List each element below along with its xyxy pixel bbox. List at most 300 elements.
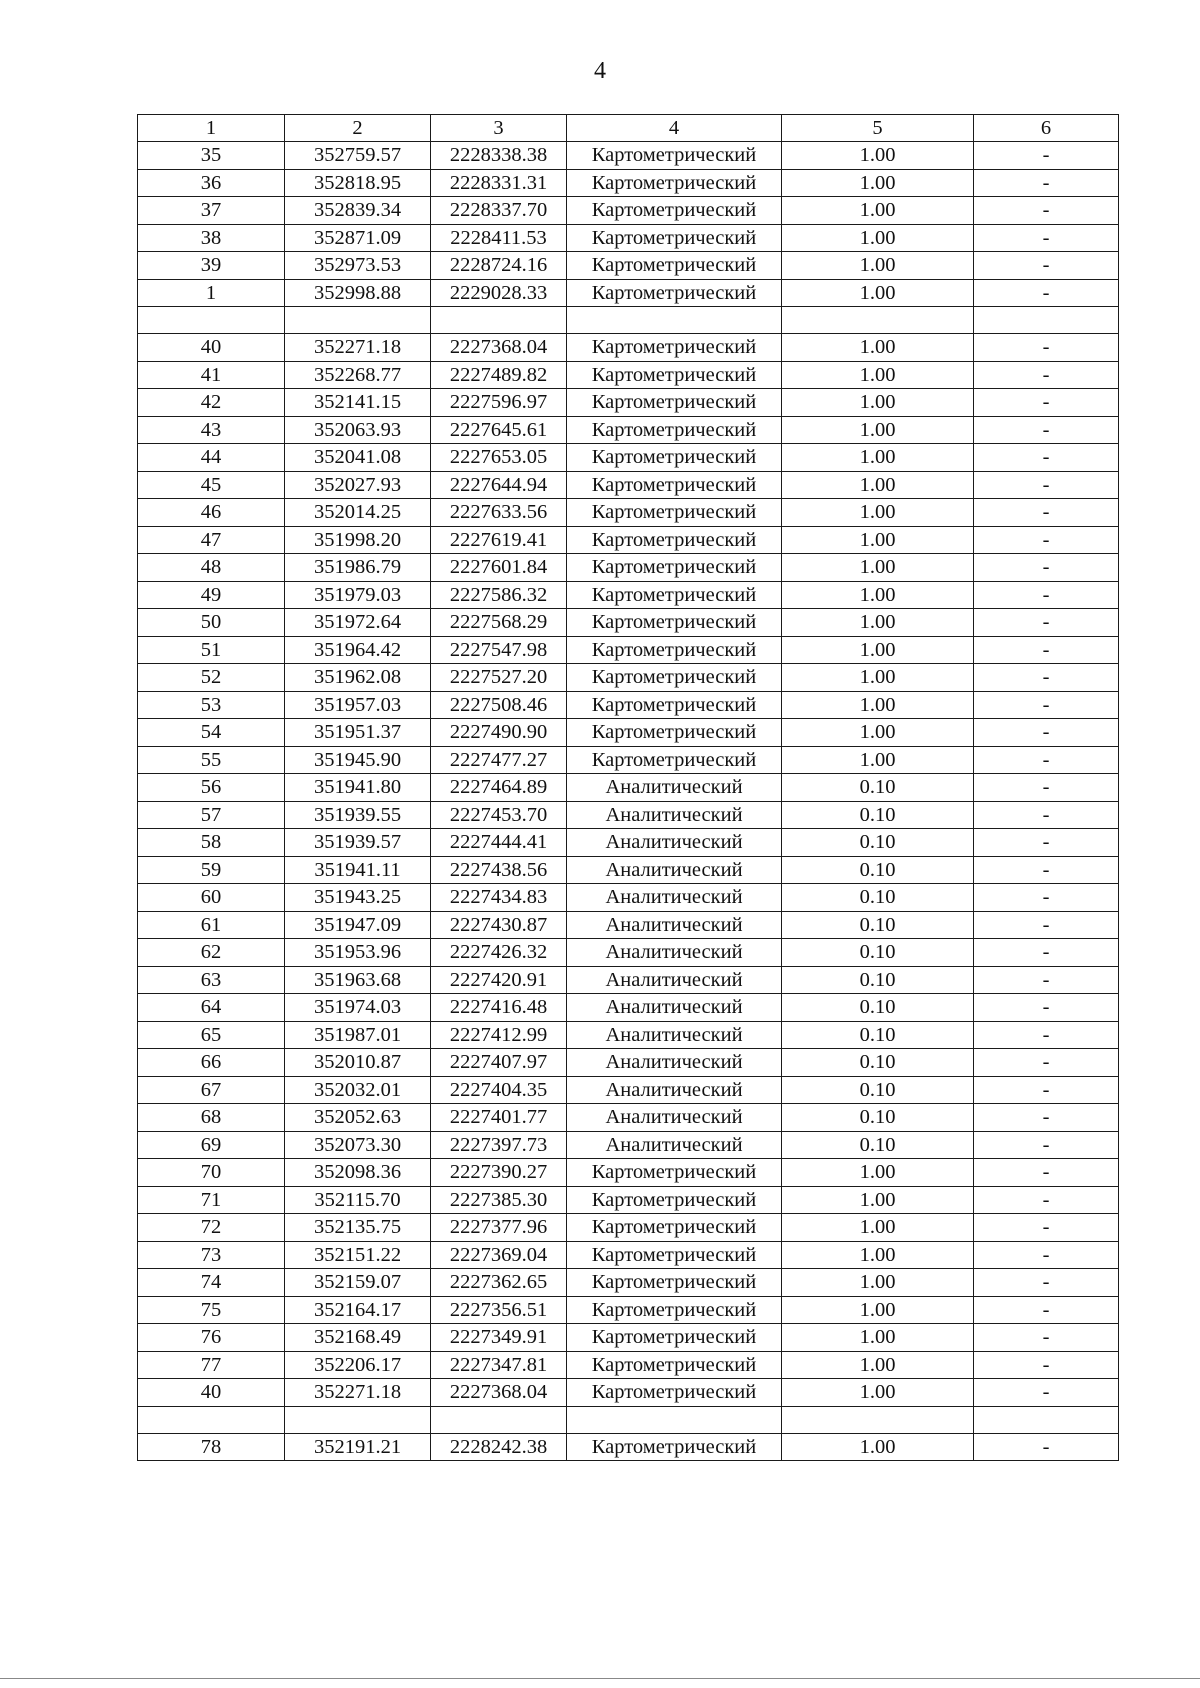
table-row xyxy=(138,1104,1119,1132)
description-cell: - xyxy=(974,829,1119,857)
accuracy-cell: 0.10 xyxy=(782,994,974,1022)
description-cell: - xyxy=(974,1324,1119,1352)
y-coordinate-cell: 2227356.51 xyxy=(431,1296,567,1324)
method-cell: Картометрический xyxy=(567,444,782,472)
method-cell: Картометрический xyxy=(567,1159,782,1187)
y-coordinate-cell: 2227508.46 xyxy=(431,691,567,719)
accuracy-cell: 1.00 xyxy=(782,746,974,774)
table-header-row xyxy=(138,115,1119,142)
x-coordinate-cell: 352141.15 xyxy=(285,389,431,417)
y-coordinate-cell: 2227362.65 xyxy=(431,1269,567,1297)
method-cell: Картометрический xyxy=(567,361,782,389)
method-cell: Картометрический xyxy=(567,1296,782,1324)
table-row xyxy=(138,774,1119,802)
point-number-cell: 69 xyxy=(138,1131,285,1159)
table-row xyxy=(138,361,1119,389)
accuracy-cell: 1.00 xyxy=(782,389,974,417)
y-coordinate-cell: 2227619.41 xyxy=(431,526,567,554)
table-row xyxy=(138,966,1119,994)
y-coordinate-cell: 2227586.32 xyxy=(431,581,567,609)
y-coordinate-cell: 2227390.27 xyxy=(431,1159,567,1187)
point-number-cell: 52 xyxy=(138,664,285,692)
table-row xyxy=(138,1296,1119,1324)
description-cell: - xyxy=(974,1104,1119,1132)
x-coordinate-cell: 351986.79 xyxy=(285,554,431,582)
method-cell: Аналитический xyxy=(567,774,782,802)
point-number-cell: 66 xyxy=(138,1049,285,1077)
description-cell: - xyxy=(974,939,1119,967)
description-cell: - xyxy=(974,911,1119,939)
x-coordinate-cell: 351939.57 xyxy=(285,829,431,857)
accuracy-cell: 1.00 xyxy=(782,554,974,582)
accuracy-cell: 0.10 xyxy=(782,884,974,912)
accuracy-cell: 1.00 xyxy=(782,1269,974,1297)
y-coordinate-cell: 2227349.91 xyxy=(431,1324,567,1352)
x-coordinate-cell: 352032.01 xyxy=(285,1076,431,1104)
description-cell: - xyxy=(974,801,1119,829)
method-cell: Картометрический xyxy=(567,169,782,197)
column-header: 4 xyxy=(567,115,782,142)
accuracy-cell: 1.00 xyxy=(782,197,974,225)
y-coordinate-cell: 2228724.16 xyxy=(431,252,567,280)
y-coordinate-cell: 2227397.73 xyxy=(431,1131,567,1159)
method-cell: Картометрический xyxy=(567,1433,782,1461)
description-cell: - xyxy=(974,746,1119,774)
accuracy-cell: 1.00 xyxy=(782,1186,974,1214)
x-coordinate-cell: 351953.96 xyxy=(285,939,431,967)
method-cell: Картометрический xyxy=(567,746,782,774)
point-number-cell: 54 xyxy=(138,719,285,747)
accuracy-cell: 1.00 xyxy=(782,719,974,747)
table-row xyxy=(138,1433,1119,1461)
table-row xyxy=(138,1351,1119,1379)
method-cell: Картометрический xyxy=(567,334,782,362)
point-number-cell: 53 xyxy=(138,691,285,719)
point-number-cell: 74 xyxy=(138,1269,285,1297)
y-coordinate-cell: 2227385.30 xyxy=(431,1186,567,1214)
description-cell: - xyxy=(974,581,1119,609)
x-coordinate-cell: 352818.95 xyxy=(285,169,431,197)
point-number-cell: 60 xyxy=(138,884,285,912)
table-row xyxy=(138,444,1119,472)
method-cell: Картометрический xyxy=(567,719,782,747)
y-coordinate-cell: 2227420.91 xyxy=(431,966,567,994)
table-row xyxy=(138,1324,1119,1352)
point-number-cell: 59 xyxy=(138,856,285,884)
point-number-cell: 49 xyxy=(138,581,285,609)
table-row xyxy=(138,939,1119,967)
column-header: 1 xyxy=(138,115,285,142)
x-coordinate-cell: 351987.01 xyxy=(285,1021,431,1049)
method-cell: Аналитический xyxy=(567,1131,782,1159)
y-coordinate-cell: 2227401.77 xyxy=(431,1104,567,1132)
x-coordinate-cell: 352871.09 xyxy=(285,224,431,252)
x-coordinate-cell: 351998.20 xyxy=(285,526,431,554)
x-coordinate-cell: 352998.88 xyxy=(285,279,431,307)
x-coordinate-cell xyxy=(285,307,431,334)
y-coordinate-cell: 2227644.94 xyxy=(431,471,567,499)
method-cell: Картометрический xyxy=(567,554,782,582)
table-row xyxy=(138,142,1119,170)
table-row xyxy=(138,581,1119,609)
method-cell: Картометрический xyxy=(567,142,782,170)
x-coordinate-cell: 352135.75 xyxy=(285,1214,431,1242)
table-row xyxy=(138,279,1119,307)
x-coordinate-cell: 351939.55 xyxy=(285,801,431,829)
y-coordinate-cell: 2227453.70 xyxy=(431,801,567,829)
description-cell: - xyxy=(974,636,1119,664)
accuracy-cell: 1.00 xyxy=(782,526,974,554)
description-cell: - xyxy=(974,361,1119,389)
description-cell: - xyxy=(974,1021,1119,1049)
method-cell: Аналитический xyxy=(567,1076,782,1104)
table-row xyxy=(138,554,1119,582)
table-row xyxy=(138,1021,1119,1049)
point-number-cell: 46 xyxy=(138,499,285,527)
accuracy-cell: 1.00 xyxy=(782,334,974,362)
x-coordinate-cell: 351943.25 xyxy=(285,884,431,912)
point-number-cell: 55 xyxy=(138,746,285,774)
point-number-cell: 37 xyxy=(138,197,285,225)
table-row xyxy=(138,1241,1119,1269)
description-cell: - xyxy=(974,1049,1119,1077)
method-cell: Картометрический xyxy=(567,1214,782,1242)
description-cell: - xyxy=(974,224,1119,252)
y-coordinate-cell: 2227438.56 xyxy=(431,856,567,884)
method-cell: Картометрический xyxy=(567,1324,782,1352)
x-coordinate-cell: 352206.17 xyxy=(285,1351,431,1379)
y-coordinate-cell: 2227369.04 xyxy=(431,1241,567,1269)
x-coordinate-cell: 352010.87 xyxy=(285,1049,431,1077)
description-cell: - xyxy=(974,994,1119,1022)
y-coordinate-cell: 2228331.31 xyxy=(431,169,567,197)
x-coordinate-cell: 352268.77 xyxy=(285,361,431,389)
x-coordinate-cell: 352271.18 xyxy=(285,334,431,362)
accuracy-cell: 1.00 xyxy=(782,169,974,197)
description-cell xyxy=(974,1406,1119,1433)
table-blank-row xyxy=(138,307,1119,334)
accuracy-cell: 1.00 xyxy=(782,471,974,499)
y-coordinate-cell: 2227547.98 xyxy=(431,636,567,664)
coordinates-table xyxy=(137,114,1119,1461)
point-number-cell: 77 xyxy=(138,1351,285,1379)
point-number-cell: 57 xyxy=(138,801,285,829)
point-number-cell: 58 xyxy=(138,829,285,857)
description-cell: - xyxy=(974,416,1119,444)
y-coordinate-cell: 2227430.87 xyxy=(431,911,567,939)
x-coordinate-cell: 352191.21 xyxy=(285,1433,431,1461)
accuracy-cell: 1.00 xyxy=(782,416,974,444)
y-coordinate-cell: 2227633.56 xyxy=(431,499,567,527)
table-row xyxy=(138,1379,1119,1407)
point-number-cell: 40 xyxy=(138,1379,285,1407)
method-cell: Аналитический xyxy=(567,884,782,912)
table-row xyxy=(138,334,1119,362)
table-body xyxy=(138,115,1119,1461)
description-cell: - xyxy=(974,389,1119,417)
x-coordinate-cell: 352151.22 xyxy=(285,1241,431,1269)
x-coordinate-cell xyxy=(285,1406,431,1433)
point-number-cell: 40 xyxy=(138,334,285,362)
accuracy-cell: 1.00 xyxy=(782,444,974,472)
y-coordinate-cell: 2227601.84 xyxy=(431,554,567,582)
table-row xyxy=(138,1076,1119,1104)
y-coordinate-cell: 2227489.82 xyxy=(431,361,567,389)
point-number-cell: 35 xyxy=(138,142,285,170)
y-coordinate-cell xyxy=(431,1406,567,1433)
description-cell: - xyxy=(974,1159,1119,1187)
accuracy-cell: 1.00 xyxy=(782,499,974,527)
point-number-cell: 61 xyxy=(138,911,285,939)
x-coordinate-cell: 351951.37 xyxy=(285,719,431,747)
y-coordinate-cell: 2228337.70 xyxy=(431,197,567,225)
point-number-cell: 42 xyxy=(138,389,285,417)
table-row xyxy=(138,719,1119,747)
point-number-cell: 67 xyxy=(138,1076,285,1104)
table-row xyxy=(138,691,1119,719)
accuracy-cell: 1.00 xyxy=(782,1214,974,1242)
point-number-cell: 64 xyxy=(138,994,285,1022)
x-coordinate-cell: 352168.49 xyxy=(285,1324,431,1352)
x-coordinate-cell: 352271.18 xyxy=(285,1379,431,1407)
table-row xyxy=(138,499,1119,527)
table-row xyxy=(138,416,1119,444)
point-number-cell xyxy=(138,1406,285,1433)
accuracy-cell: 1.00 xyxy=(782,1324,974,1352)
page-bottom-edge xyxy=(0,1678,1200,1679)
point-number-cell: 71 xyxy=(138,1186,285,1214)
point-number-cell: 76 xyxy=(138,1324,285,1352)
table-row xyxy=(138,994,1119,1022)
method-cell: Картометрический xyxy=(567,1379,782,1407)
y-coordinate-cell: 2228338.38 xyxy=(431,142,567,170)
x-coordinate-cell: 351947.09 xyxy=(285,911,431,939)
y-coordinate-cell: 2228242.38 xyxy=(431,1433,567,1461)
y-coordinate-cell: 2227416.48 xyxy=(431,994,567,1022)
x-coordinate-cell: 352052.63 xyxy=(285,1104,431,1132)
accuracy-cell: 0.10 xyxy=(782,774,974,802)
table-row xyxy=(138,1186,1119,1214)
method-cell xyxy=(567,1406,782,1433)
description-cell: - xyxy=(974,1186,1119,1214)
description-cell: - xyxy=(974,444,1119,472)
accuracy-cell: 1.00 xyxy=(782,691,974,719)
y-coordinate-cell: 2227464.89 xyxy=(431,774,567,802)
method-cell: Аналитический xyxy=(567,994,782,1022)
point-number-cell: 44 xyxy=(138,444,285,472)
table-row xyxy=(138,746,1119,774)
x-coordinate-cell: 351962.08 xyxy=(285,664,431,692)
y-coordinate-cell: 2227412.99 xyxy=(431,1021,567,1049)
description-cell: - xyxy=(974,1296,1119,1324)
point-number-cell: 43 xyxy=(138,416,285,444)
point-number-cell: 48 xyxy=(138,554,285,582)
accuracy-cell: 1.00 xyxy=(782,1351,974,1379)
x-coordinate-cell: 352159.07 xyxy=(285,1269,431,1297)
point-number-cell: 1 xyxy=(138,279,285,307)
y-coordinate-cell: 2227368.04 xyxy=(431,1379,567,1407)
description-cell: - xyxy=(974,279,1119,307)
column-header: 3 xyxy=(431,115,567,142)
column-header: 6 xyxy=(974,115,1119,142)
method-cell: Аналитический xyxy=(567,911,782,939)
method-cell: Картометрический xyxy=(567,1351,782,1379)
x-coordinate-cell: 351945.90 xyxy=(285,746,431,774)
method-cell: Аналитический xyxy=(567,856,782,884)
description-cell: - xyxy=(974,884,1119,912)
y-coordinate-cell: 2227490.90 xyxy=(431,719,567,747)
method-cell: Аналитический xyxy=(567,1021,782,1049)
method-cell: Картометрический xyxy=(567,197,782,225)
table-row xyxy=(138,169,1119,197)
description-cell: - xyxy=(974,719,1119,747)
point-number-cell: 39 xyxy=(138,252,285,280)
point-number-cell: 63 xyxy=(138,966,285,994)
method-cell: Картометрический xyxy=(567,691,782,719)
description-cell: - xyxy=(974,252,1119,280)
method-cell: Аналитический xyxy=(567,966,782,994)
accuracy-cell: 0.10 xyxy=(782,966,974,994)
table-row xyxy=(138,1131,1119,1159)
y-coordinate-cell: 2227645.61 xyxy=(431,416,567,444)
accuracy-cell: 1.00 xyxy=(782,1296,974,1324)
accuracy-cell: 0.10 xyxy=(782,1049,974,1077)
point-number-cell: 36 xyxy=(138,169,285,197)
point-number-cell: 47 xyxy=(138,526,285,554)
x-coordinate-cell: 352027.93 xyxy=(285,471,431,499)
point-number-cell: 73 xyxy=(138,1241,285,1269)
method-cell: Картометрический xyxy=(567,279,782,307)
description-cell: - xyxy=(974,1241,1119,1269)
y-coordinate-cell: 2227407.97 xyxy=(431,1049,567,1077)
method-cell: Аналитический xyxy=(567,801,782,829)
accuracy-cell: 1.00 xyxy=(782,1379,974,1407)
table-row xyxy=(138,856,1119,884)
description-cell: - xyxy=(974,1433,1119,1461)
table-row xyxy=(138,1159,1119,1187)
accuracy-cell: 1.00 xyxy=(782,609,974,637)
method-cell: Картометрический xyxy=(567,581,782,609)
accuracy-cell: 0.10 xyxy=(782,829,974,857)
column-header: 5 xyxy=(782,115,974,142)
y-coordinate-cell: 2227426.32 xyxy=(431,939,567,967)
x-coordinate-cell: 351941.11 xyxy=(285,856,431,884)
x-coordinate-cell: 352063.93 xyxy=(285,416,431,444)
method-cell: Картометрический xyxy=(567,526,782,554)
table-row xyxy=(138,664,1119,692)
description-cell: - xyxy=(974,334,1119,362)
table-row xyxy=(138,636,1119,664)
table-row xyxy=(138,1214,1119,1242)
description-cell xyxy=(974,307,1119,334)
point-number-cell: 65 xyxy=(138,1021,285,1049)
x-coordinate-cell: 352073.30 xyxy=(285,1131,431,1159)
table-row xyxy=(138,252,1119,280)
y-coordinate-cell: 2227368.04 xyxy=(431,334,567,362)
point-number-cell: 41 xyxy=(138,361,285,389)
table-row xyxy=(138,884,1119,912)
method-cell: Картометрический xyxy=(567,471,782,499)
y-coordinate-cell: 2227568.29 xyxy=(431,609,567,637)
y-coordinate-cell: 2227377.96 xyxy=(431,1214,567,1242)
x-coordinate-cell: 351974.03 xyxy=(285,994,431,1022)
point-number-cell: 38 xyxy=(138,224,285,252)
y-coordinate-cell: 2227434.83 xyxy=(431,884,567,912)
x-coordinate-cell: 351964.42 xyxy=(285,636,431,664)
description-cell: - xyxy=(974,609,1119,637)
point-number-cell xyxy=(138,307,285,334)
method-cell: Картометрический xyxy=(567,389,782,417)
description-cell: - xyxy=(974,1269,1119,1297)
table-row xyxy=(138,471,1119,499)
table-row xyxy=(138,526,1119,554)
accuracy-cell: 0.10 xyxy=(782,911,974,939)
table-row xyxy=(138,224,1119,252)
description-cell: - xyxy=(974,774,1119,802)
x-coordinate-cell: 351972.64 xyxy=(285,609,431,637)
y-coordinate-cell: 2227347.81 xyxy=(431,1351,567,1379)
table-row xyxy=(138,609,1119,637)
method-cell: Картометрический xyxy=(567,664,782,692)
accuracy-cell: 0.10 xyxy=(782,856,974,884)
method-cell: Картометрический xyxy=(567,1269,782,1297)
method-cell: Картометрический xyxy=(567,224,782,252)
method-cell: Картометрический xyxy=(567,416,782,444)
method-cell: Картометрический xyxy=(567,252,782,280)
accuracy-cell xyxy=(782,1406,974,1433)
accuracy-cell: 0.10 xyxy=(782,1131,974,1159)
accuracy-cell: 0.10 xyxy=(782,1021,974,1049)
table-row xyxy=(138,829,1119,857)
accuracy-cell: 1.00 xyxy=(782,279,974,307)
method-cell: Картометрический xyxy=(567,636,782,664)
x-coordinate-cell: 352164.17 xyxy=(285,1296,431,1324)
description-cell: - xyxy=(974,197,1119,225)
accuracy-cell: 0.10 xyxy=(782,939,974,967)
x-coordinate-cell: 352014.25 xyxy=(285,499,431,527)
table-row xyxy=(138,1269,1119,1297)
description-cell: - xyxy=(974,966,1119,994)
table-row xyxy=(138,389,1119,417)
y-coordinate-cell: 2227596.97 xyxy=(431,389,567,417)
column-header: 2 xyxy=(285,115,431,142)
point-number-cell: 51 xyxy=(138,636,285,664)
method-cell: Картометрический xyxy=(567,609,782,637)
accuracy-cell: 1.00 xyxy=(782,252,974,280)
table-row xyxy=(138,911,1119,939)
accuracy-cell: 1.00 xyxy=(782,224,974,252)
accuracy-cell: 1.00 xyxy=(782,361,974,389)
point-number-cell: 68 xyxy=(138,1104,285,1132)
x-coordinate-cell: 351979.03 xyxy=(285,581,431,609)
description-cell: - xyxy=(974,169,1119,197)
accuracy-cell: 1.00 xyxy=(782,581,974,609)
y-coordinate-cell xyxy=(431,307,567,334)
method-cell: Аналитический xyxy=(567,1049,782,1077)
method-cell: Аналитический xyxy=(567,829,782,857)
description-cell: - xyxy=(974,142,1119,170)
point-number-cell: 70 xyxy=(138,1159,285,1187)
page-number: 4 xyxy=(594,58,606,84)
method-cell: Картометрический xyxy=(567,499,782,527)
description-cell: - xyxy=(974,471,1119,499)
description-cell: - xyxy=(974,1131,1119,1159)
description-cell: - xyxy=(974,1351,1119,1379)
table-row xyxy=(138,801,1119,829)
point-number-cell: 45 xyxy=(138,471,285,499)
method-cell: Картометрический xyxy=(567,1186,782,1214)
y-coordinate-cell: 2227444.41 xyxy=(431,829,567,857)
